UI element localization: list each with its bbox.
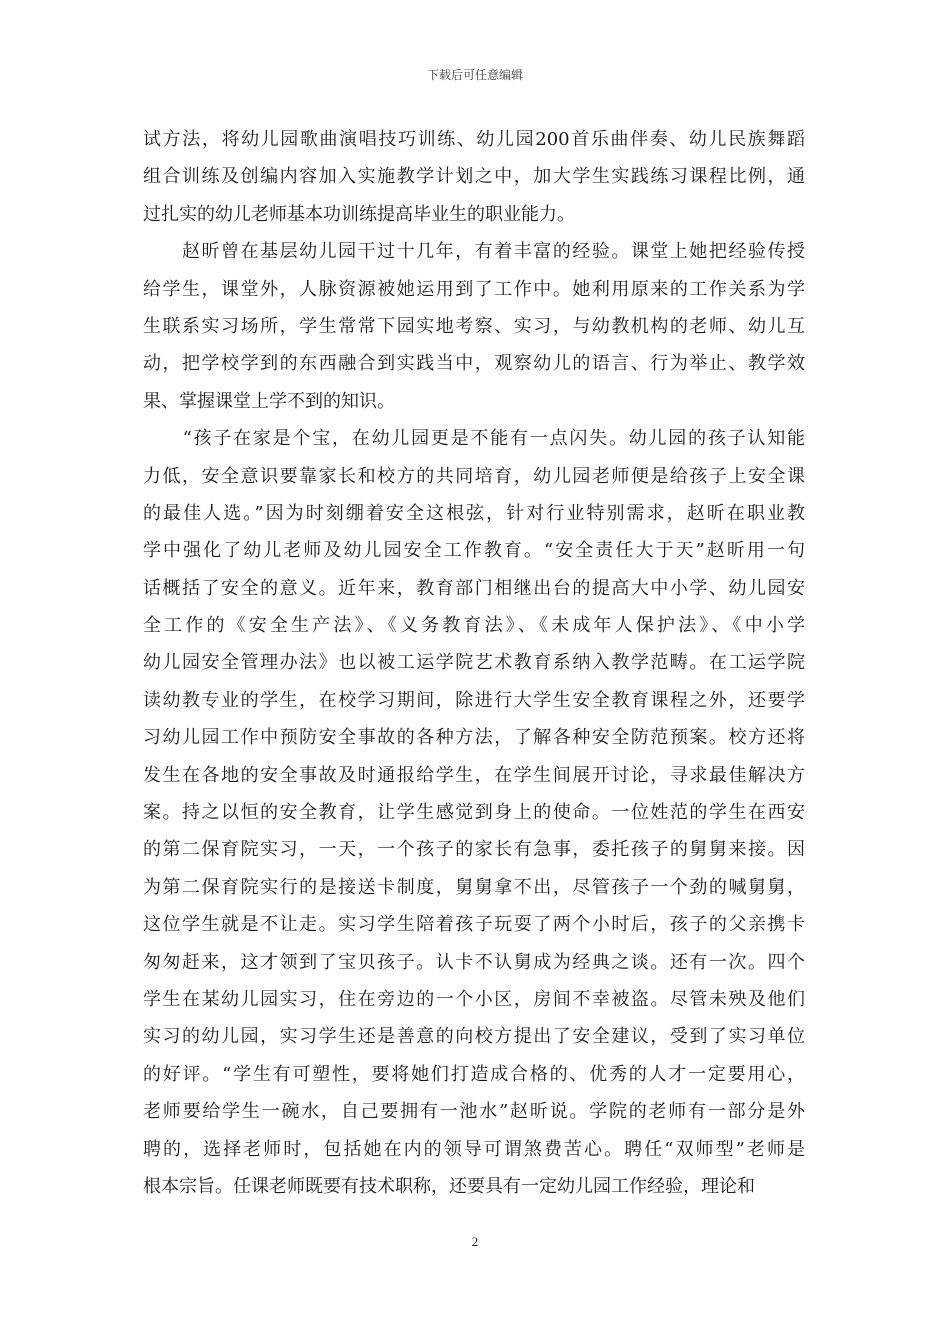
paragraph-line: 根本宗旨。任课老师既要有技术职称，还要具有一定幼儿园工作经验，理论和 [143,1175,755,1197]
paragraph-line: 读幼教专业的学生，在校学习期间，除进行大学生安全教育课程之外，还要学 [143,689,805,711]
paragraph-line: 的第二保育院实习，一天，一个孩子的家长有急事，委托孩子的舅舅来接。因 [143,839,805,861]
paragraph-line: 发生在各地的安全事故及时通报给学生，在学生间展开讨论，寻求最佳解决方 [143,764,805,786]
paragraph-line: 全工作的《安全生产法》、《义务教育法》、《未成年人保护法》、《中小学 [143,615,805,637]
paragraph-line: 过扎实的幼儿老师基本功训练提高毕业生的职业能力。 [143,203,575,225]
paragraph-line: 给学生，课堂外，人脉资源被她运用到了工作中。她利用原来的工作关系为学 [143,278,805,300]
paragraph-line: 试方法，将幼儿园歌曲演唱技巧训练、幼儿园200首乐曲伴奏、幼儿民族舞蹈 [143,129,805,150]
paragraph-line: 生联系实习场所，学生常常下园实地考察、实习，与幼教机构的老师、幼儿互 [143,315,805,337]
paragraph-line: 学中强化了幼儿老师及幼儿园安全工作教育。“安全责任大于天”赵昕用一句 [143,540,805,562]
paragraph-line: 的最佳人选。”因为时刻绷着安全这根弦，针对行业特别需求，赵昕在职业教 [143,502,805,524]
body-text [143,121,805,1205]
paragraph-line: 老师要给学生一碗水，自己要拥有一池水”赵昕说。学院的老师有一部分是外 [143,1101,805,1123]
paragraph-line: 聘的，选择老师时，包括她在内的领导可谓煞费苦心。聘任“双师型”老师是 [143,1138,805,1160]
paragraph-line: 果、掌握课堂上学不到的知识。 [143,390,395,412]
paragraph-line: 为第二保育院实行的是接送卡制度，舅舅拿不出，尽管孩子一个劲的喊舅舅， [143,876,805,898]
paragraph-line: “孩子在家是个宝，在幼儿园更是不能有一点闪失。幼儿园的孩子认知能 [143,428,805,450]
paragraph-line: 的好评。“学生有可塑性，要将她们打造成合格的、优秀的人才一定要用心， [143,1063,805,1085]
paragraph-line: 力低，安全意识要靠家长和校方的共同培育，幼儿园老师便是给孩子上安全课 [143,465,805,487]
paragraph-line: 组合训练及创编内容加入实施教学计划之中，加大学生实践练习课程比例，通 [143,166,805,188]
paragraph-line: 赵昕曾在基层幼儿园干过十几年，有着丰富的经验。课堂上她把经验传授 [143,241,805,263]
page-number: 2 [471,1234,479,1249]
paragraph-line: 话概括了安全的意义。近年来，教育部门相继出台的提高大中小学、幼儿园安 [143,577,805,599]
paragraph-line: 案。持之以恒的安全教育，让学生感觉到身上的使命。一位姓范的学生在西安 [143,802,805,824]
paragraph-line: 动，把学校学到的东西融合到实践当中，观察幼儿的语言、行为举止、教学效 [143,353,805,375]
page-header: 下载后可任意编辑 [426,68,523,82]
paragraph-line: 习幼儿园工作中预防安全事故的各种方法，了解各种安全防范预案。校方还将 [143,727,805,749]
paragraph-line: 学生在某幼儿园实习，住在旁边的一个小区，房间不幸被盗。尽管未殃及他们 [143,988,805,1010]
paragraph-line: 实习的幼儿园，实习学生还是善意的向校方提出了安全建议，受到了实习单位 [143,1026,805,1048]
paragraph-line: 匆匆赶来，这才领到了宝贝孩子。认卡不认舅成为经典之谈。还有一次。四个 [143,951,805,973]
paragraph-line: 这位学生就是不让走。实习学生陪着孩子玩耍了两个小时后，孩子的父亲携卡 [143,914,805,936]
paragraph-line: 幼儿园安全管理办法》也以被工运学院艺术教育系纳入教学范畴。在工运学院 [143,652,805,674]
